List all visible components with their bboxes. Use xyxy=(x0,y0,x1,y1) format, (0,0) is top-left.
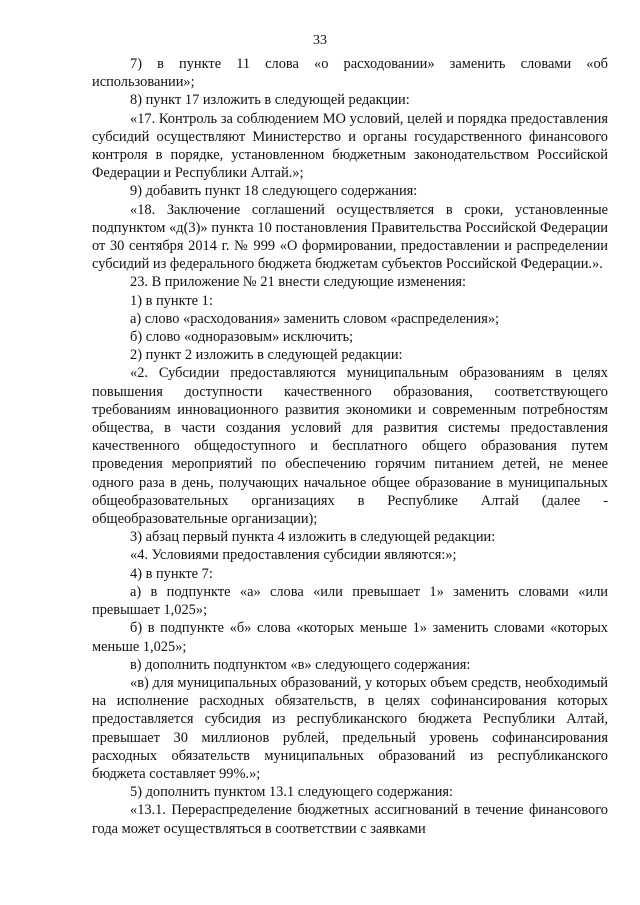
paragraph-item-3: 3) абзац первый пункта 4 изложить в следующей редакции: xyxy=(130,529,496,546)
paragraph-subitem-a: а) слово «расходования» заменить словом «распределения»; xyxy=(130,310,500,327)
document-body xyxy=(92,55,608,838)
paragraph-point-18: «18. Заключение соглашений осуществляется в сроки, установленные подпунктом «д(3)» пункта 10 постановления Правительства Российской Федерации от 30 сентября 2014 г. № 999 «О формировании, предоставлении и распределении субсидий из федерального бюджета бюджетам субъектов Российской Федерации.». xyxy=(92,201,608,273)
paragraph-subitem-b-2: б) в подпункте «б» слова «которых меньше 1» заменить словами «которых меньше 1,025»; xyxy=(92,620,608,655)
paragraph-item-7: 7) в пункте 11 слова «о расходовании» заменить словами «об использовании»; xyxy=(92,56,608,91)
paragraph-subpoint-v-text: «в) для муниципальных образований, у которых объем средств, необходимый на исполнение расходных обязательств, в целях софинансирования которых предоставляется субсидия из республиканского бюджета Республики Алтай, превышает 30 миллионов рублей, предельный уровень софинансирования расходных обязательств муниципальных образований из республиканского бюджета составляет 99%.»; xyxy=(92,674,608,782)
paragraph-point-13-1: «13.1. Перераспределение бюджетных ассигнований в течение финансового года может осуществляться в соответствии с заявками xyxy=(92,802,608,837)
page-number: 33 xyxy=(313,33,327,48)
paragraph-point-17: «17. Контроль за соблюдением МО условий, целей и порядка предоставления субсидий осуществляют Министерство и органы государственного финансового контроля в порядке, установленном бюджетным законодательством Российской Федерации и Республики Алтай.»; xyxy=(92,110,608,182)
paragraph-subitem-a-2: а) в подпункте «а» слова «или превышает 1» заменить словами «или превышает 1,025»; xyxy=(92,583,608,619)
paragraph-point-2-text: «2. Субсидии предоставляются муниципальным образованиям в целях повышения доступности качественного образования, соответствующего требованиям инновационного развития экономики и современным потребностям общества, в части создания условий для развития системы предоставления качественного общедоступного и бесплатного общего образования путем проведения мероприятий по обеспечению горячим питанием детей, не менее одного раза в день, получающих начальное общее образование в муниципальных общеобразовательных организациях в Республике Алтай (далее - общеобразовательные организации); xyxy=(92,365,608,528)
paragraph-item-4: 4) в пункте 7: xyxy=(130,565,213,582)
paragraph-item-2: 2) пункт 2 изложить в следующей редакции: xyxy=(130,347,403,364)
paragraph-subitem-v: в) дополнить подпунктом «в» следующего содержания: xyxy=(130,656,471,673)
paragraph-item-1: 1) в пункте 1: xyxy=(130,292,213,309)
paragraph-point-4-text: «4. Условиями предоставления субсидии являются:»; xyxy=(130,547,457,564)
paragraph-section-23: 23. В приложение № 21 внести следующие изменения: xyxy=(130,274,467,291)
paragraph-item-9: 9) добавить пункт 18 следующего содержания: xyxy=(130,183,418,200)
paragraph-item-8: 8) пункт 17 изложить в следующей редакции: xyxy=(130,92,410,109)
paragraph-subitem-b: б) слово «одноразовым» исключить; xyxy=(130,329,354,346)
paragraph-item-5: 5) дополнить пунктом 13.1 следующего содержания: xyxy=(130,784,454,801)
